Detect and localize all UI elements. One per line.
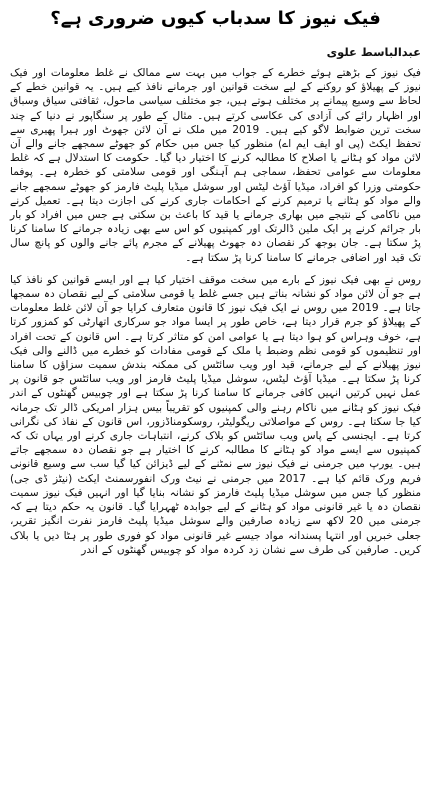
article-author: عبدالباسط علوی — [326, 45, 421, 59]
article-paragraph: فیک نیوز کے بڑھتے ہوئے خطرے کے جواب میں بہت سے ممالک نے غلط معلومات اور فیک نیوز کے پھیلاؤ کو روکنے کے لیے سخت قوانین اور جرمانے نافذ کیے ہیں۔ یہ قوانین خطے کے لحاظ سے وسیع پیمانے پر مختلف ہوتے ہیں، جو مختلف سیاسی ماحول، ثقافتی سیاق وسباق اور اظہار رائے کی آزادی کی عکاسی کرتے ہیں۔ مثال کے طور پر سنگاپور نے دنیا کے چند سخت ترین ضوابط لاگو کیے ہیں۔ 2019 میں ملک نے آن لائن جھوٹ اور ہیرا پھیری سے تحفظ ایکٹ (پی او ایف ایم اے) منظور کیا جس میں حکام کو جھوٹے سمجھے جانے والے آن لائن مواد کو ہٹانے یا اصلاح کا مطالبہ کرنے کا اختیار دیا گیا۔ حکومت کا استدلال ہے کہ غلط معلومات سے عوامی تحفظ، سماجی ہم آہنگی اور قومی سلامتی کو خطرہ ہے۔ پوفما حکومتی وزرا کو افراد، میڈیا آؤٹ لیٹس اور سوشل میڈیا پلیٹ فارمز کو جھوٹے سمجھے جانے والے مواد کو ہٹانے یا ترمیم کرنے کے احکامات جاری کرنے کی اجازت دیتا ہے۔ تعمیل کرنے میں ناکامی کے نتیجے میں بھاری جرمانے یا قید کا باعث بن سکتی ہے جس میں افراد کو بار بار جرائم کرنے پر ایک ملین ڈالرتک اور کمپنیوں کو اس سے بھی زیادہ جرمانے کا سامنا کرنا پڑ سکتا ہے۔ جان بوجھ کر نقصان دہ جھوٹ پھیلانے کے مجرم پائے جانے والوں کو پانچ سال تک قید اور اضافی جرمانے کا سامنا کرنا پڑ سکتا ہے۔ — [10, 67, 421, 264]
article-title: فیک نیوز کا سدباب کیوں ضروری ہے؟ — [50, 8, 381, 29]
article-paragraph: روس نے بھی فیک نیوز کے بارے میں سخت موقف اختیار کیا ہے اور ایسے قوانین کو نافذ کیا ہے جو آن لائن مواد کو نشانہ بناتے ہیں جسے غلط یا قومی سلامتی کے لیے نقصان دہ سمجھا جاتا ہے۔ 2019 میں روس نے ایک فیک نیوز کا قانون متعارف کرایا جو آن لائن غلط معلومات کے پھیلاؤ کو جرم قرار دیتا ہے، خاص طور پر ایسا مواد جو سرکاری اتھارٹی کو کمزور کرتا ہے، خوف وہراس کو ہوا دیتا ہے یا عوامی امن کو متاثر کرتا ہے۔ اس قانون کے تحت افراد اور تنظیموں کو قومی نظم وضبط یا ملک کے قومی مفادات کو خطرے میں ڈالنے والی فیک نیوز پھیلانے کے لیے جرمانے، قید اور ویب سائٹس کی ممکنہ بندش سمیت سزاؤں کا سامنا کرنا پڑ سکتا ہے۔ میڈیا آؤٹ لیٹس، سوشل میڈیا پلیٹ فارمز اور ویب سائٹس جو قانون پر عمل نہیں کرتیں انہیں کافی جرمانے کا سامنا کرنا پڑ سکتا ہے اور چوبیس گھنٹوں کے اندر فیک نیوز کو ہٹانے میں ناکام رہنے والی کمپنیوں کو تقریباً بیس ہزار امریکی ڈالر تک جرمانہ کیا جا سکتا ہے۔ روس کے مواصلاتی ریگولیٹر، روسکومناڈزور، اس قانون کے نفاذ کی نگرانی کرتا ہے۔ ایجنسی کے پاس ویب سائٹس کو بلاک کرنے، انتباہات جاری کرنے اور یہاں تک کہ کمپنیوں سے ایسے مواد کو ہٹانے کا مطالبہ کرنے کا اختیار ہے جو نقصان دہ سمجھے جاتے ہیں۔ یورپ میں جرمنی نے فیک نیوز سے نمٹنے کے لیے ڈیزائن کیا گیا سب سے وسیع قانونی فریم ورک قائم کیا ہے۔ 2017 میں جرمنی نے نیٹ ورک انفورسمنٹ ایکٹ (نیٹز ڈی جی) منظور کیا جس میں سوشل میڈیا پلیٹ فارمز کو نشانہ بنایا گیا اور انہیں فیک نیوز سمیت نقصان دہ یا غیر قانونی مواد کو ہٹانے کے لیے جوابدہ ٹھہرایا گیا۔ قانون یہ حکم دیتا ہے کہ جرمنی میں 20 لاکھ سے زیادہ صارفین والے سوشل میڈیا پلیٹ فارمز نفرت انگیز تقریر، جعلی خبریں اور انتہا پسندانہ مواد جیسے غیر قانونی مواد کو فوری طور پر ہٹا دیں یا بلاک کریں۔ صارفین کی طرف سے نشان زد کردہ مواد کو چوبیس گھنٹوں کے اندر — [10, 273, 422, 556]
